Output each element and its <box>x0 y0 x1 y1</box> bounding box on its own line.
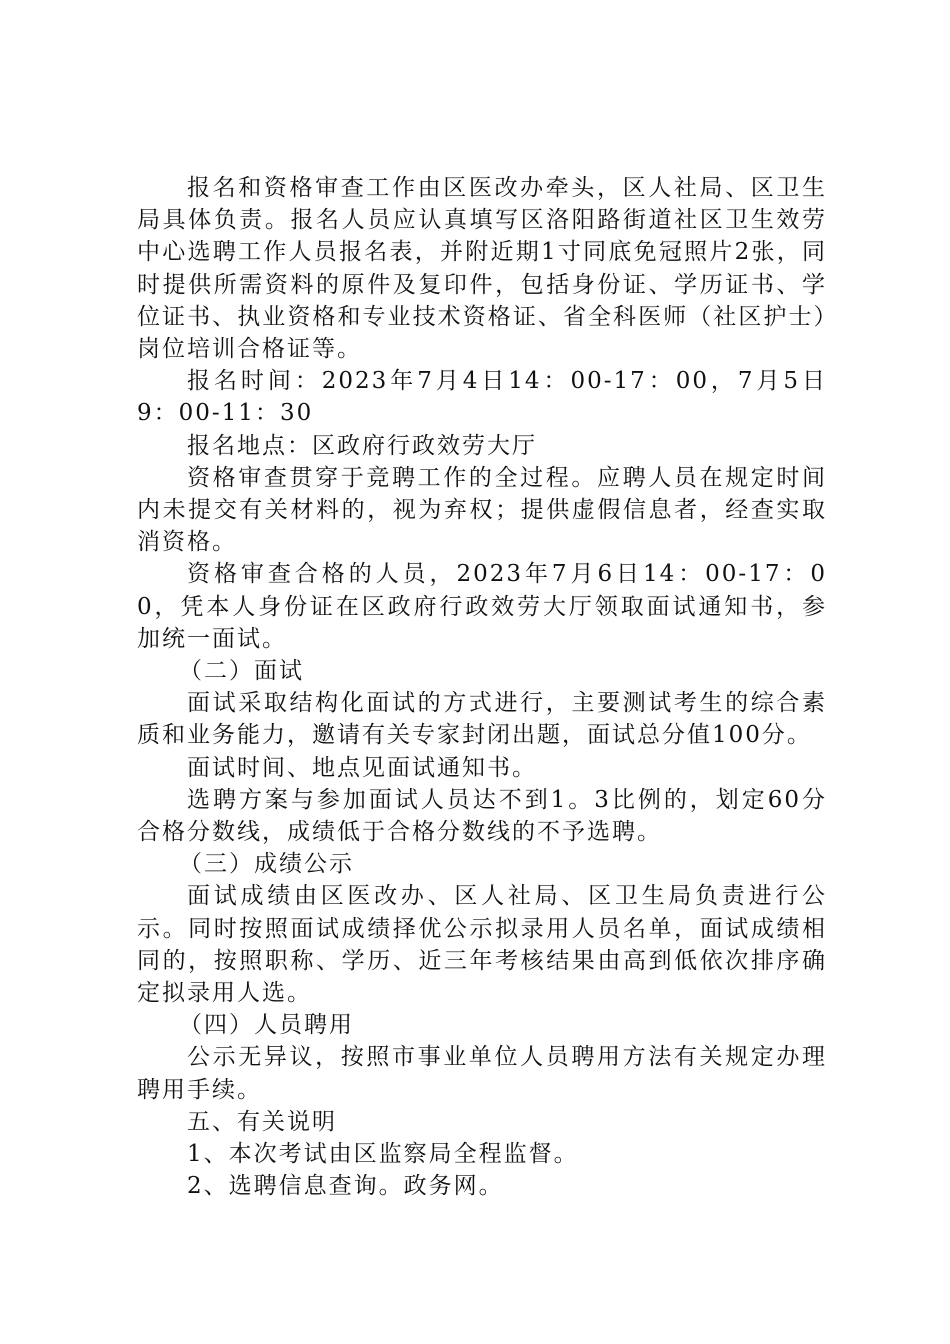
note-item-info-query: 2、选聘信息查询。政务网。 <box>187 1173 504 1200</box>
section-heading-interview: （二）面试 <box>179 658 304 685</box>
paragraph-passing-score: 选聘方案与参加面试人员达不到1。3比例的，划定60分合格分数线，成绩低于合格分数线的不予选聘。 <box>137 786 827 846</box>
paragraph-employment-procedure: 公示无异议，按照市事业单位人员聘用方法有关规定办理聘用手续。 <box>137 1044 827 1103</box>
paragraph-qualification-review: 资格审查贯穿于竞聘工作的全过程。应聘人员在规定时间内未提交有关材料的，视为弃权；提供虚假信息者，经查实取消资格。 <box>137 464 827 556</box>
paragraph-registration-place: 报名地点：区政府行政效劳大厅 <box>187 432 537 459</box>
section-heading-notes: 五、有关说明 <box>187 1108 337 1135</box>
paragraph-interview-time-place: 面试时间、地点见面试通知书。 <box>187 754 537 781</box>
paragraph-results-publicity: 面试成绩由区医改办、区人社局、区卫生局负责进行公示。同时按照面试成绩择优公示拟录用人员名单，面试成绩相同的，按照职称、学历、近三年考核结果由高到低依次排序确定拟录用人选。 <box>137 883 827 1007</box>
paragraph-interview-method: 面试采取结构化面试的方式进行，主要测试考生的综合素质和业务能力，邀请有关专家封闭出题，面试总分值100分。 <box>137 690 827 749</box>
note-item-supervision: 1、本次考试由区监察局全程监督。 <box>187 1141 579 1168</box>
paragraph-registration-review: 报名和资格审查工作由区医改办牵头，区人社局、区卫生局具体负责。报名人员应认真填写区洛阳路街道社区卫生效劳中心选聘工作人员报名表，并附近期1寸同底免冠照片2张，同时提供所需资料的原件及复印件，包括身份证、学历证书、学位证书、执业资格和专业技术资格证、省全科医师（社区护士）岗位培训合格证等。 <box>137 175 827 363</box>
document-body <box>137 172 827 1203</box>
section-heading-results: （三）成绩公示 <box>179 851 354 878</box>
paragraph-qualified-notice: 资格审查合格的人员，2023年7月6日14：00-17：00，凭本人身份证在区政府行政效劳大厅领取面试通知书，参加统一面试。 <box>137 561 827 652</box>
paragraph-registration-time: 报名时间：2023年7月4日14：00-17：00，7月5日9：00-11：30 <box>137 368 827 427</box>
section-heading-employment: （四）人员聘用 <box>179 1012 354 1039</box>
